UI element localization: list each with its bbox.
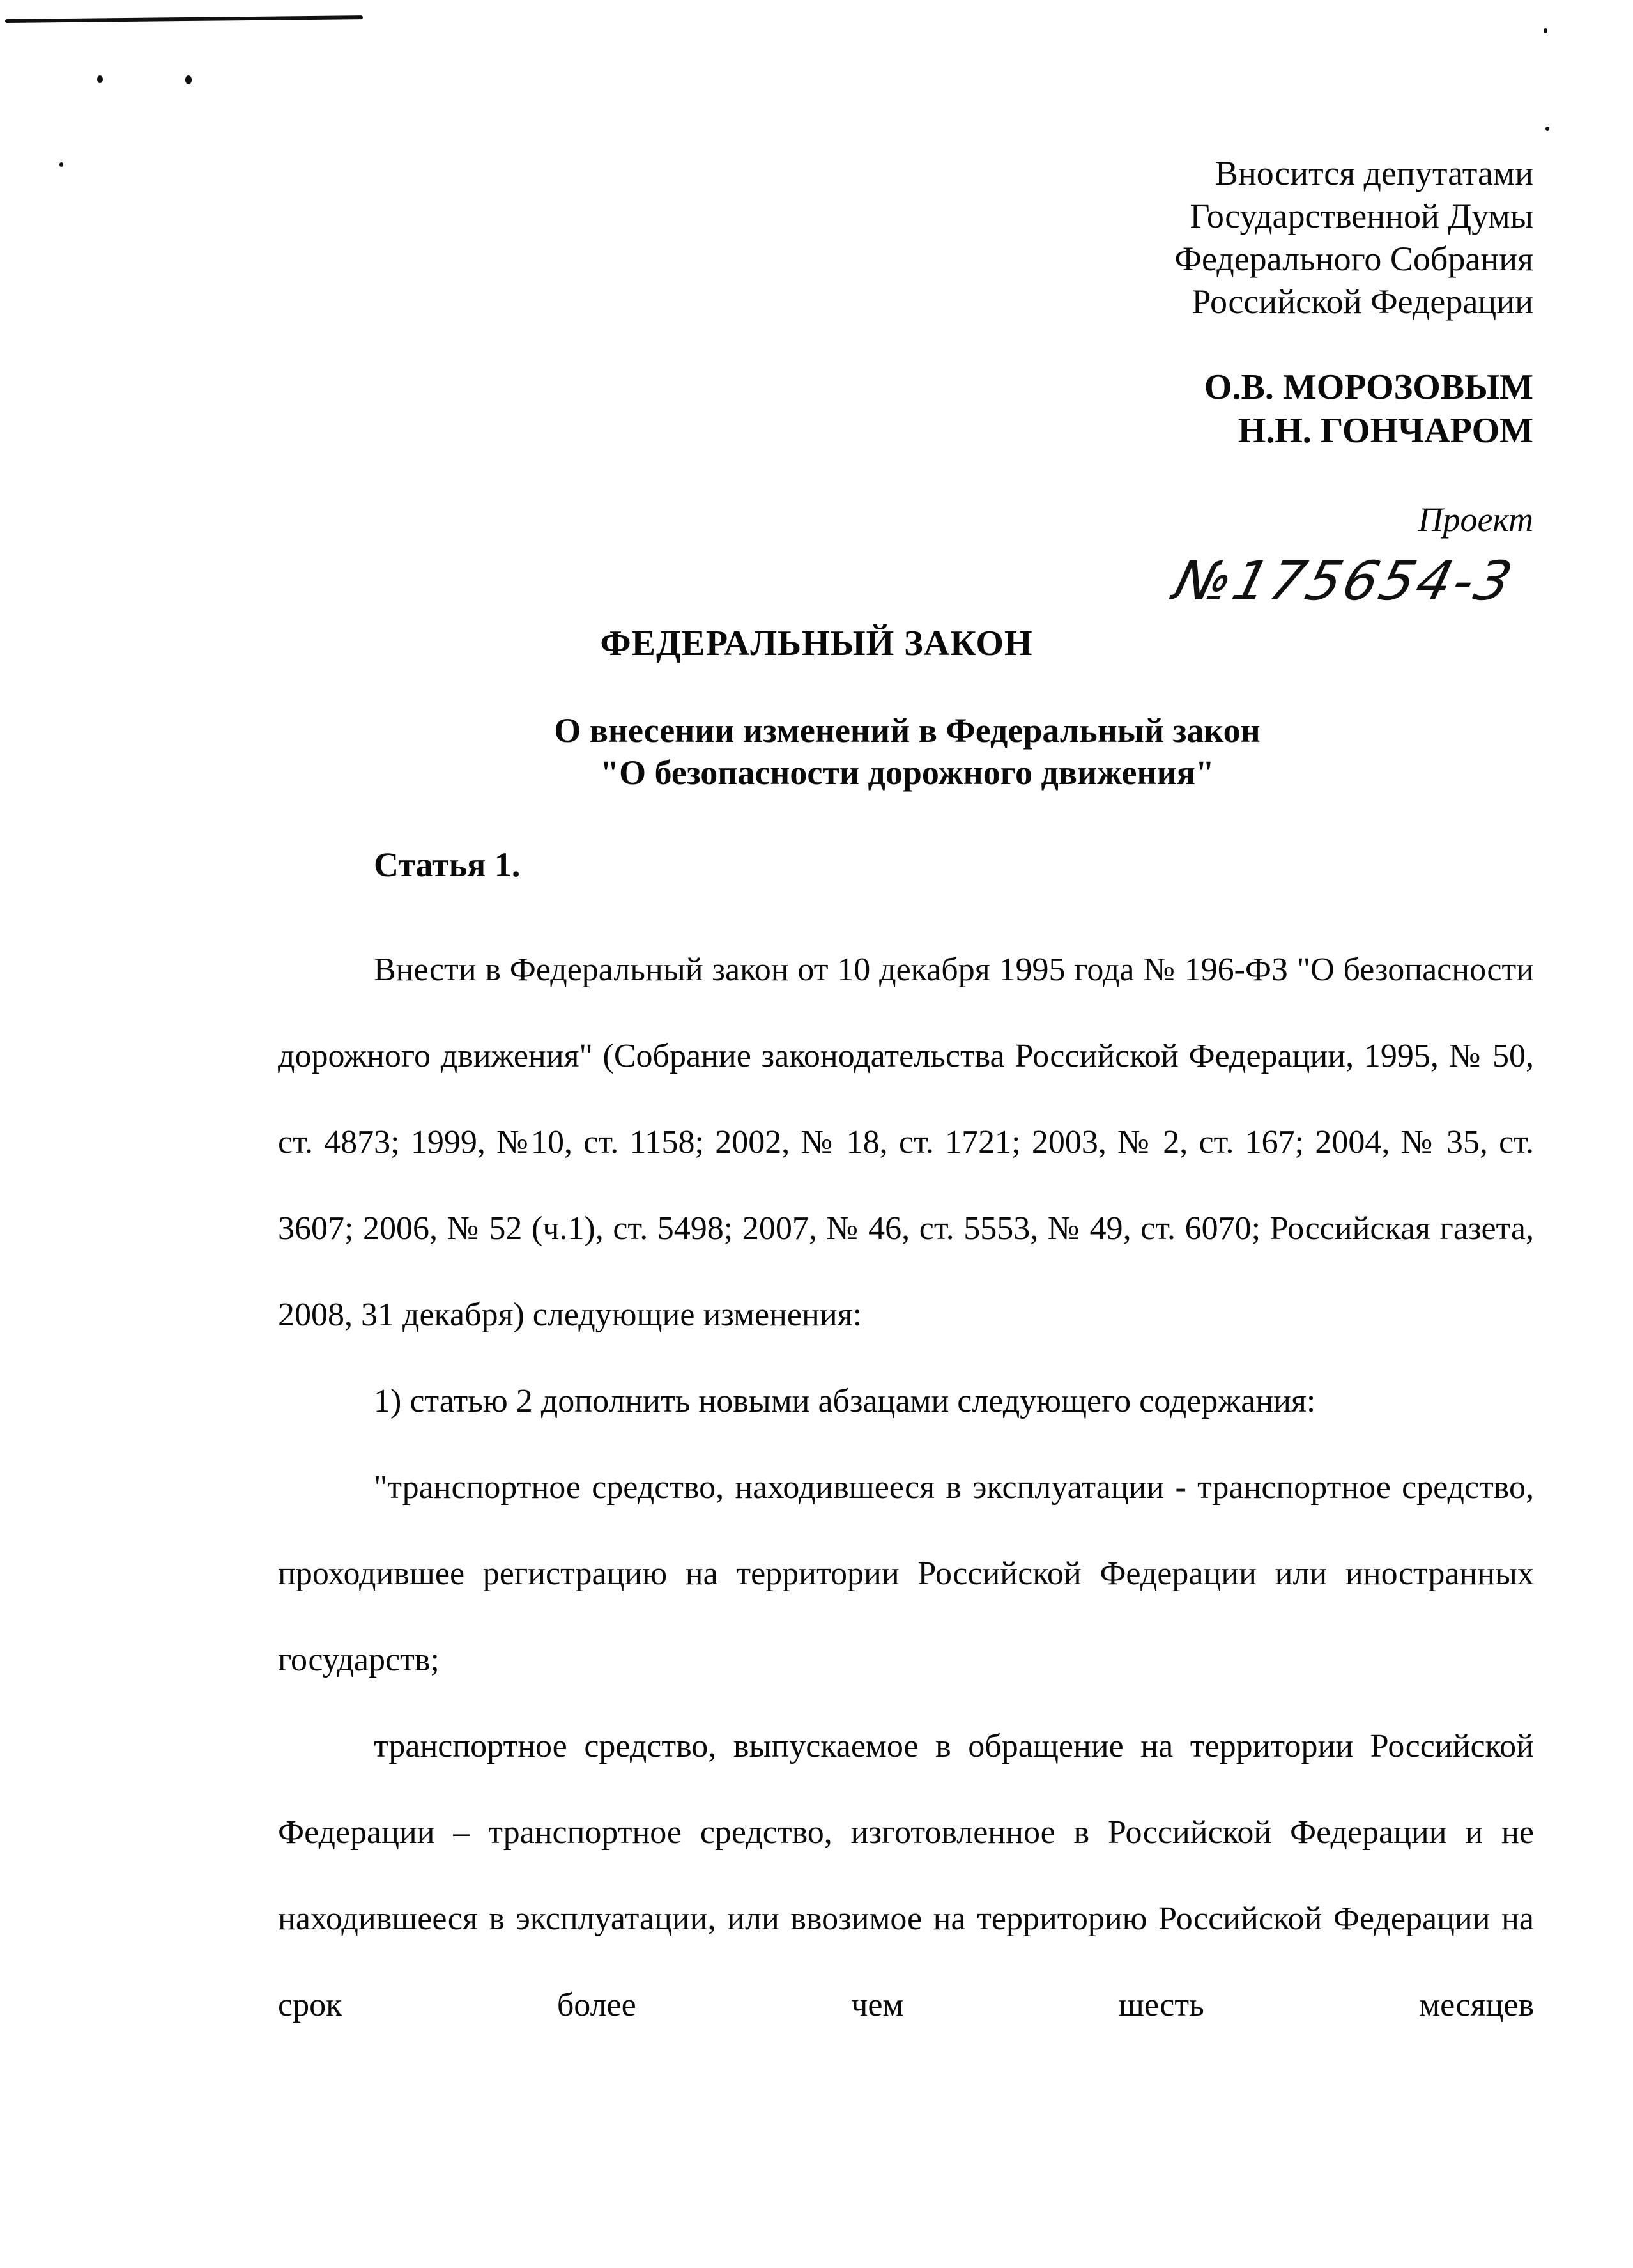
document-subtitle: [498, 709, 1316, 794]
body-paragraph: транспортное средство, выпускаемое в обращение на территории Российской Федерации – транспортное средство, изготовленное в Российской Федерации и не находившееся в эксплуатации, или ввозимое на территорию Российской Федерации на срок более чем шесть месяцев: [278, 1728, 1534, 2023]
deputy-name: Н.Н. ГОНЧАРОМ: [1238, 411, 1533, 451]
deputy-name: О.В. МОРОЗОВЫМ: [1204, 367, 1533, 407]
introduced-by-line: Российской Федерации: [1192, 282, 1533, 321]
article-heading: Статья 1.: [374, 845, 521, 884]
article-body: [278, 927, 1534, 2048]
body-paragraph: "транспортное средство, находившееся в эксплуатации - транспортное средство, проходившее регистрацию на территории Российской Федерации или иностранных государств;: [278, 1469, 1534, 1678]
introduced-by-line: Государственной Думы: [1190, 197, 1533, 235]
deputies-block: [1204, 366, 1533, 452]
project-label: Проект: [1418, 500, 1533, 539]
scan-speck: [97, 75, 103, 83]
scan-speck: [59, 162, 63, 167]
subtitle-line: О внесении изменений в Федеральный закон: [554, 711, 1261, 750]
scan-artifact-line: [5, 15, 363, 23]
introduced-by-line: Федерального Собрания: [1174, 240, 1533, 278]
scan-speck: [1545, 127, 1549, 131]
introduced-by-line: Вносится депутатами: [1215, 154, 1533, 192]
subtitle-line: "О безопасности дорожного движения": [600, 753, 1215, 792]
document-title: ФЕДЕРАЛЬНЫЙ ЗАКОН: [600, 624, 1033, 663]
scan-speck: [1544, 28, 1547, 33]
handwritten-registration-number: №175654-3: [1167, 550, 1521, 612]
body-paragraph: Внести в Федеральный закон от 10 декабря 1995 года № 196-ФЗ "О безопасности дорожного движения" (Собрание законодательства Российской Федерации, 1995, № 50, ст. 4873; 1999, №10, ст. 1158; 2002, № 18, ст. 1721; 2003, № 2, ст. 167; 2004, № 35, ст. 3607; 2006, № 52 (ч.1), ст. 5498; 2007, № 46, ст. 5553, № 49, ст. 6070; Российская газета, 2008, 31 декабря) следующие изменения:: [278, 952, 1534, 1333]
introduced-by-block: [1174, 152, 1533, 323]
body-paragraph: 1) статью 2 дополнить новыми абзацами следующего содержания:: [374, 1383, 1316, 1419]
scan-speck: [185, 75, 192, 84]
